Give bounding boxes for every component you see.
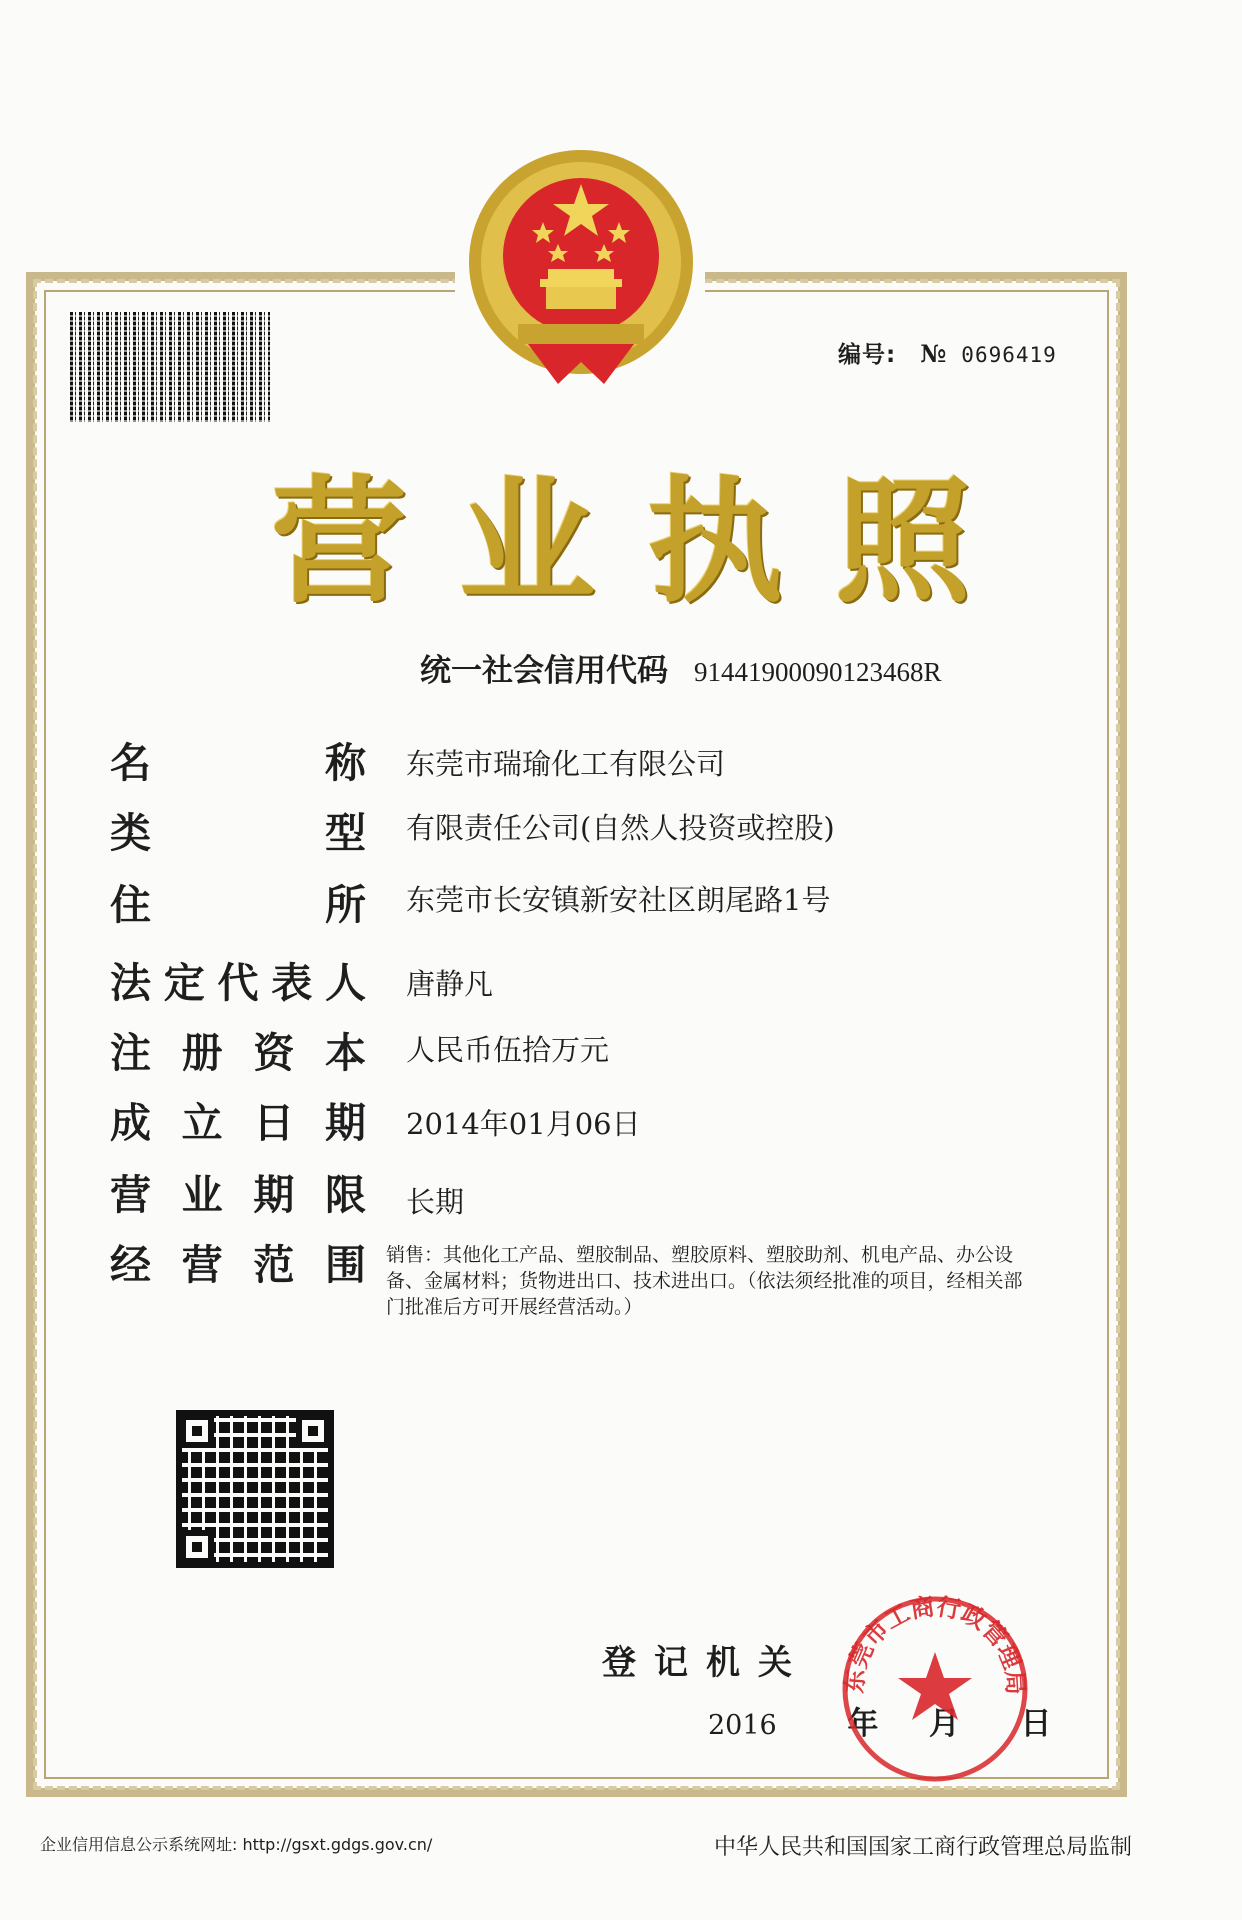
official-seal-stamp bbox=[838, 1592, 1032, 1786]
qr-code bbox=[176, 1410, 334, 1568]
credit-code bbox=[420, 645, 942, 690]
document-title: 营业执照 bbox=[271, 462, 1023, 622]
barcode-image bbox=[70, 312, 270, 422]
serial-number bbox=[838, 336, 1057, 369]
field-value-capital: 人民币伍拾万元 bbox=[406, 1033, 610, 1067]
business-scope-text: 销售：其他化工产品、塑胶制品、塑胶原料、塑胶助剂、机电产品、办公设备、金属材料；货物进出口、技术进出口。（依法须经批准的项目，经相关部门批准后方可开展经营活动。） bbox=[386, 1244, 1023, 1318]
issue-year: 2016 bbox=[708, 1710, 777, 1741]
footer-supervisor: 中华人民共和国国家工商行政管理总局监制 bbox=[714, 1835, 1133, 1860]
registration-authority-label: 登记机关 bbox=[602, 1643, 810, 1683]
field-label-type: 类 型 bbox=[110, 809, 366, 857]
field-label-address: 住 所 bbox=[110, 881, 366, 929]
field-value-name: 东莞市瑞瑜化工有限公司 bbox=[406, 747, 726, 781]
field-label-legal-rep: 法 定 代 表 人 bbox=[110, 959, 366, 1007]
issue-date: 2016 年 月 日 bbox=[708, 1706, 1052, 1742]
serial-value: 0696419 bbox=[961, 343, 1057, 367]
field-value-legal-rep: 唐静凡 bbox=[406, 967, 494, 1001]
field-value-term: 长期 bbox=[406, 1185, 465, 1219]
field-label-established: 成 立 日 期 bbox=[110, 1099, 366, 1147]
field-value-established: 2014年01月06日 bbox=[406, 1107, 641, 1141]
field-label-term: 营 业 期 限 bbox=[110, 1171, 366, 1219]
field-value-address: 东莞市长安镇新安社区朗尾路1号 bbox=[406, 883, 831, 917]
svg-text:东莞市工商行政管理局: 东莞市工商行政管理局 bbox=[840, 1592, 1030, 1696]
credit-code-label: 统一社会信用代码 bbox=[420, 653, 668, 689]
field-label-capital: 注 册 资 本 bbox=[110, 1029, 366, 1077]
serial-label: 编号: bbox=[838, 342, 897, 368]
serial-symbol: № bbox=[920, 339, 948, 368]
field-label-scope: 经 营 范 围 bbox=[110, 1241, 366, 1289]
footer-website: 企业信用信息公示系统网址: http://gsxt.gdgs.gov.cn/ bbox=[40, 1835, 433, 1854]
field-value-type: 有限责任公司(自然人投资或控股) bbox=[406, 811, 835, 845]
field-label-name: 名 称 bbox=[110, 739, 366, 787]
national-emblem bbox=[458, 144, 704, 390]
credit-code-value: 91441900090123468R bbox=[694, 657, 942, 687]
